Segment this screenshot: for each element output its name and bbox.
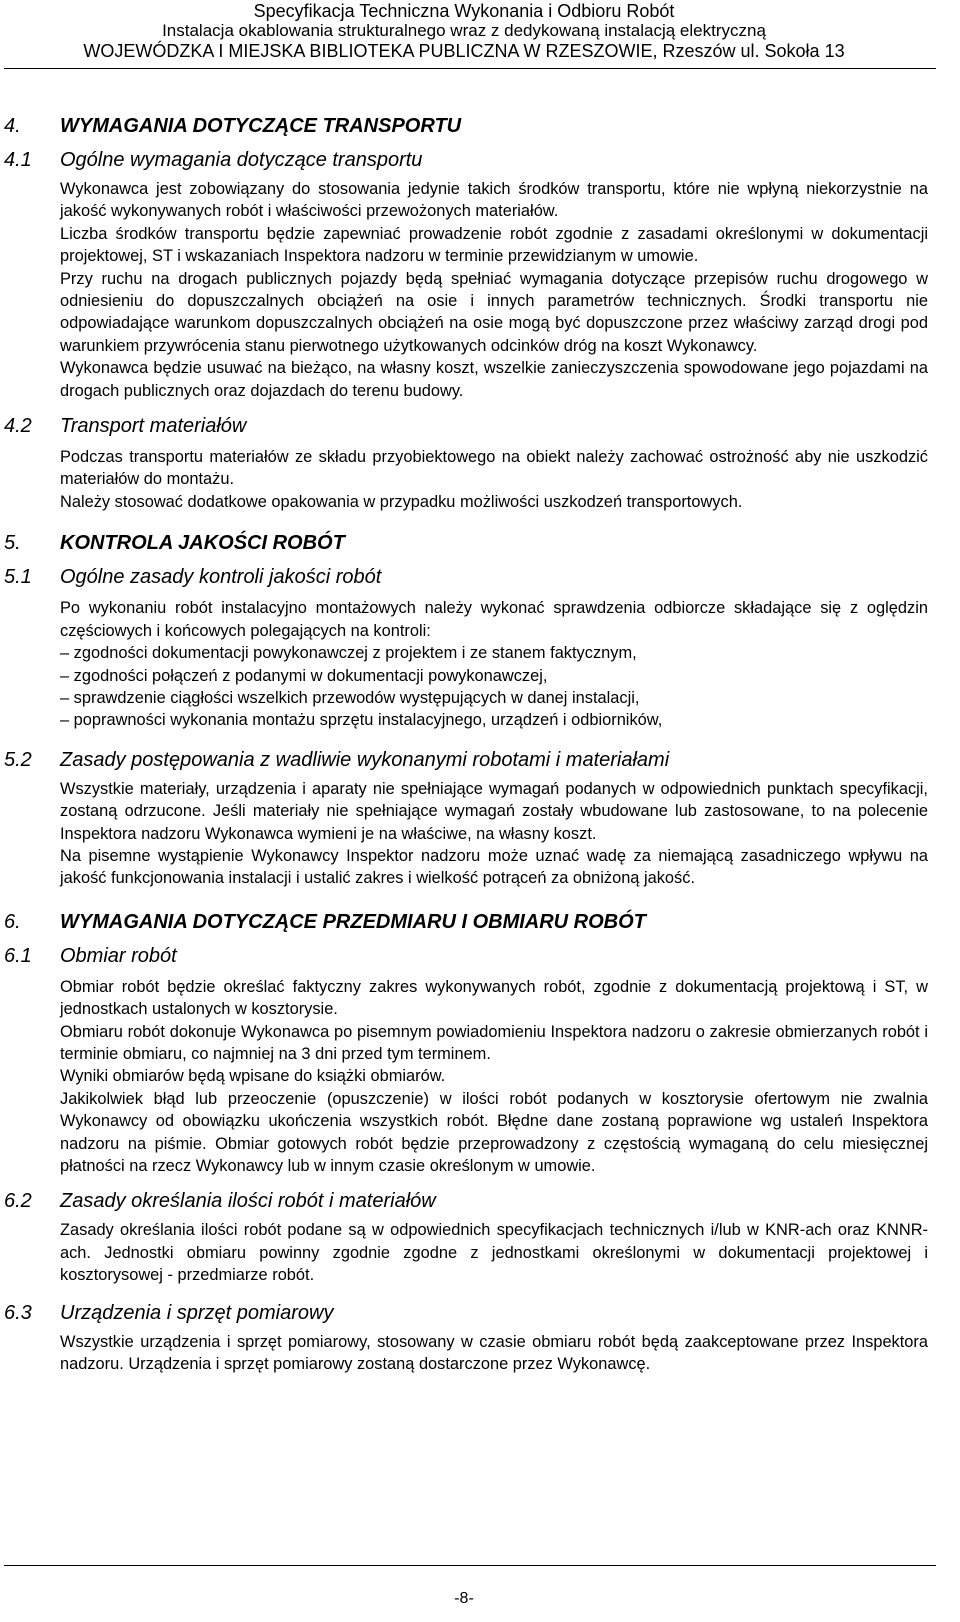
subsection-number: 6.3 [4, 1301, 32, 1324]
subsection-5-2-heading [4, 746, 928, 778]
subsection-number: 5.1 [4, 566, 32, 589]
subsection-5-1-heading [4, 563, 928, 595]
subsection-number: 4.1 [4, 149, 32, 171]
section-5-heading [4, 529, 928, 563]
section-number: 4. [4, 115, 21, 137]
paragraph: Jakikolwiek błąd lub przeoczenie (opuszczenie) w ilości robót podanych w kosztorysie ofertowym nie zwalnia Wykonawcy od obowiązku ukończenia wszystkich robót. Błędne dane zostaną poprawione wg ustaleń Inspektora nadzoru na piśmie. Obmiar gotowych robót będzie przeprowadzony z częstością wymaganą do celu miesięcznej płatności na rzecz Wykonawcy lub w innym czasie określonym w umowie. [60, 1089, 928, 1175]
paragraph: Na pisemne wystąpienie Wykonawcy Inspektor nadzoru może uznać wadę za niemającą zasadniczego wpływu na jakość funkcjonowania instalacji i ustalić zakres i wielkość potrąceń za obniżoną jakość. [60, 846, 928, 888]
document-body [4, 112, 928, 1375]
header-location: WOJEWÓDZKA I MIEJSKA BIBLIOTEKA PUBLICZNA W RZESZOWIE, Rzeszów ul. Sokoła 13 [83, 41, 845, 61]
list-item: – sprawdzenie ciągłości wszelkich przewodów występujących w danej instalacji, [60, 688, 640, 707]
section-6-heading [4, 908, 928, 942]
paragraph: Obmiar robót będzie określać faktyczny zakres wykonywanych robót, zgodnie z dokumentacją projektową i ST, w jednostkach ustalonych w kosztorysie. [60, 977, 928, 1019]
paragraph: Obmiaru robót dokonuje Wykonawca po pisemnym powiadomieniu Inspektora nadzoru o zakresie obmierzanych robót i terminie obmiaru, co najmniej na 3 dni przed tym terminem. [60, 1022, 928, 1063]
subsection-6-3-heading [4, 1299, 928, 1331]
subsection-title: Ogólne zasady kontroli jakości robót [60, 566, 382, 589]
subsection-4-1-body [60, 178, 928, 402]
subsection-title: Obmiar robót [60, 944, 177, 967]
list-item: – poprawności wykonania montażu sprzętu instalacyjnego, urządzeń i odbiorników, [60, 711, 663, 730]
section-title: WYMAGANIA DOTYCZĄCE TRANSPORTU [60, 115, 462, 137]
paragraph: Wyniki obmiarów będą wpisane do książki obmiarów. [60, 1067, 446, 1086]
section-number: 6. [4, 910, 21, 933]
section-title: WYMAGANIA DOTYCZĄCE PRZEDMIARU I OBMIARU ROBÓT [60, 910, 646, 933]
header-title: Specyfikacja Techniczna Wykonania i Odbioru Robót [253, 1, 675, 21]
subsection-4-1-heading [4, 146, 928, 178]
paragraph: Po wykonaniu robót instalacyjno montażowych należy wykonać sprawdzenia odbiorcze składające się z oględzin częściowych i końcowych polegających na kontroli: [60, 599, 928, 640]
footer-divider [4, 1565, 936, 1566]
subsection-6-2-body [60, 1219, 928, 1286]
header-subtitle: Instalacja okablowania strukturalnego wraz z dedykowaną instalacją elektryczną [162, 21, 766, 40]
subsection-number: 6.1 [4, 944, 32, 967]
paragraph: Zasady określania ilości robót podane są w odpowiednich specyfikacjach technicznych i/lub w KNR-ach oraz KNNR-ach. Jednostki obmiaru powinny zgodnie zgodne z jednostkami określonymi w dokumentacji projektowej i kosztorysowej - przedmiarze robót. [60, 1221, 928, 1285]
subsection-number: 4.2 [4, 415, 32, 438]
subsection-title: Zasady określania ilości robót i materiałów [60, 1190, 436, 1213]
subsection-6-1-body [60, 976, 928, 1178]
subsection-6-3-body [60, 1331, 928, 1376]
paragraph: Należy stosować dodatkowe opakowania w przypadku możliwości uszkodzeń transportowych. [60, 492, 743, 511]
header-divider [4, 68, 936, 69]
subsection-4-2-body [60, 446, 928, 513]
subsection-6-1-heading [4, 942, 928, 974]
paragraph: Liczba środków transportu będzie zapewniać prowadzenie robót zgodnie z zasadami określonymi w dokumentacji projektowej, ST i wskazaniach Inspektora nadzoru w terminie przewidzianym w umowie. [60, 224, 928, 266]
paragraph: Podczas transportu materiałów ze składu przyobiektowego na obiekt należy zachować ostrożność aby nie uszkodzić materiałów do montażu. [60, 448, 928, 489]
subsection-title: Urządzenia i sprzęt pomiarowy [60, 1301, 334, 1324]
paragraph: Wykonawca będzie usuwać na bieżąco, na własny koszt, wszelkie zanieczyszczenia spowodowane jego pojazdami na drogach publicznych oraz dojazdach do terenu budowy. [60, 359, 928, 400]
subsection-title: Transport materiałów [60, 415, 247, 438]
subsection-6-2-heading [4, 1187, 928, 1219]
paragraph: Wszystkie materiały, urządzenia i aparaty nie spełniające wymagań podanych w odpowiednich punktach specyfikacji, zostaną odrzucone. Jeśli materiały nie spełniające wymagań zostały wbudowane lub zastosowane, to na polecenie Inspektora nadzoru Wykonawca wymieni je na właściwe, na własny koszt. [60, 779, 928, 843]
section-4-heading [4, 112, 928, 146]
section-title: KONTROLA JAKOŚCI ROBÓT [60, 532, 345, 555]
subsection-number: 6.2 [4, 1190, 32, 1213]
subsection-title: Zasady postępowania z wadliwie wykonanymi robotami i materiałami [60, 748, 670, 771]
subsection-number: 5.2 [4, 748, 32, 771]
page-header [0, 0, 928, 61]
subsection-title: Ogólne wymagania dotyczące transportu [60, 149, 423, 171]
paragraph: Przy ruchu na drogach publicznych pojazdy będą spełniać wymagania dotyczące przepisów ruchu drogowego w odniesieniu do dopuszczalnych obciążeń na osie i innych parametrów technicznych. Środki transportu nie odpowiadające warunkom dopuszczalnych obciążeń na osie mogą być dopuszczone przez właściwy zarząd drogi pod warunkiem przywrócenia stanu pierwotnego użytkowanych odcinków dróg na koszt Wykonawcy. [60, 269, 928, 355]
paragraph: Wszystkie urządzenia i sprzęt pomiarowy, stosowany w czasie obmiaru robót będą zaakceptowane przez Inspektora nadzoru. Urządzenia i sprzęt pomiarowy zostaną dostarczone przez Wykonawcę. [60, 1332, 928, 1374]
page-number: -8- [454, 1590, 474, 1607]
subsection-4-2-heading [4, 412, 928, 444]
list-item: – zgodności połączeń z podanymi w dokumentacji powykonawczej, [60, 666, 548, 685]
subsection-5-1-body [60, 597, 928, 731]
section-number: 5. [4, 532, 21, 555]
paragraph: Wykonawca jest zobowiązany do stosowania jedynie takich środków transportu, które nie wpłyną niekorzystnie na jakość wykonywanych robót i właściwości przewożonych materiałów. [60, 180, 928, 221]
list-item: – zgodności dokumentacji powykonawczej z projektem i ze stanem faktycznym, [60, 644, 637, 663]
subsection-5-2-body [60, 778, 928, 890]
checklist [60, 642, 928, 732]
